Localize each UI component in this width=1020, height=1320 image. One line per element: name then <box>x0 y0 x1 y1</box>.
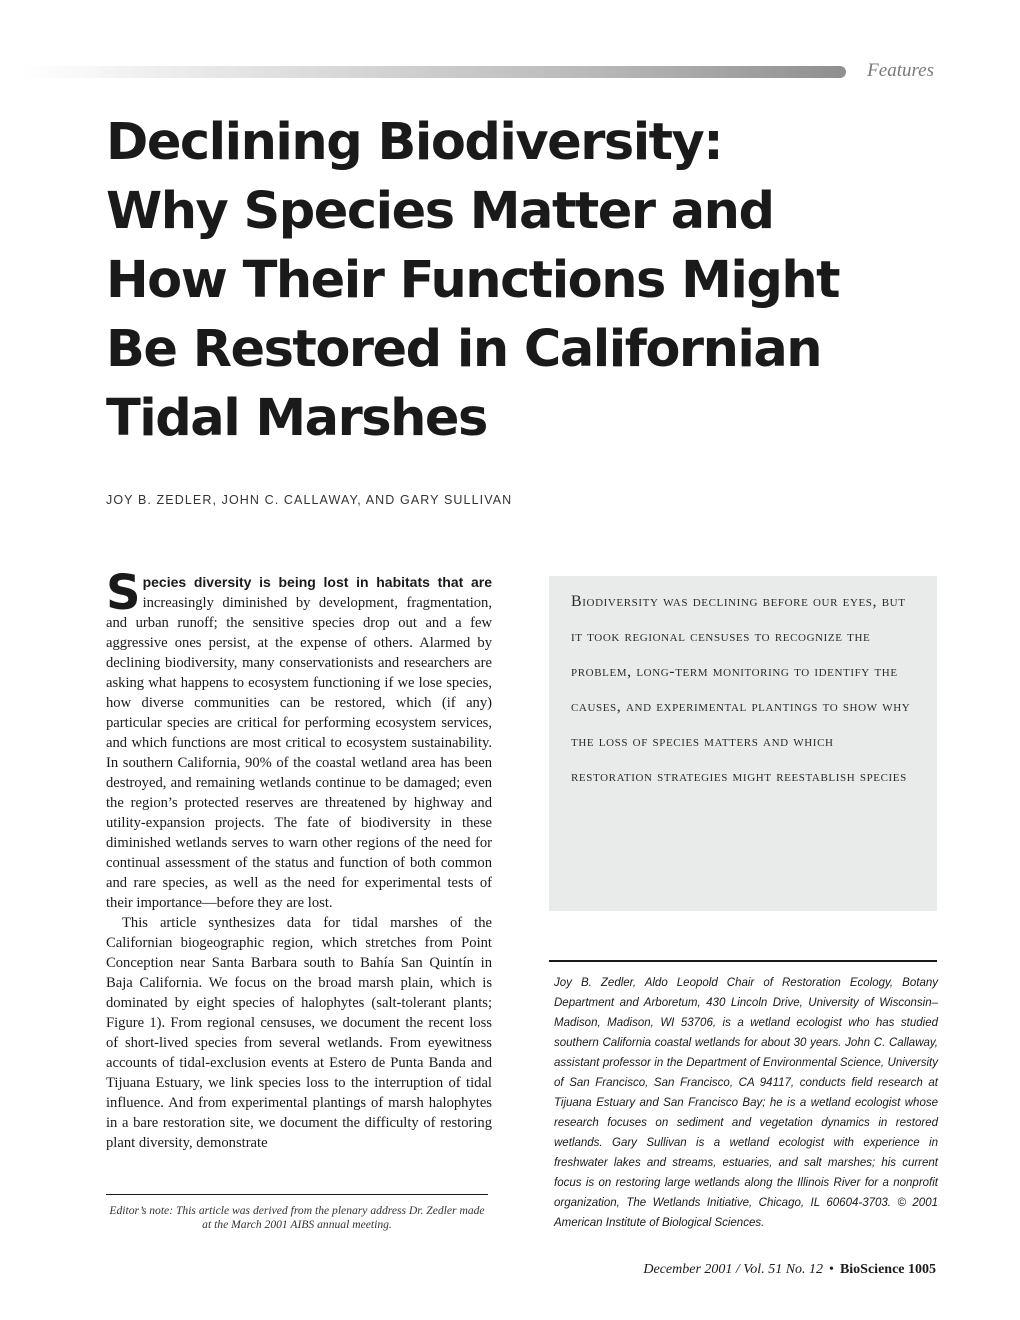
pull-quote-text: Biodiversity was declining before our eyes, but it took regional censuses to recognize the problem, long-term monitoring to identify the causes, and experimental plantings to show why the loss of species matters and which restoration strategies might reestablish species <box>571 593 911 785</box>
page-number: 1005 <box>908 1262 936 1277</box>
author-bio: Joy B. Zedler, Aldo Leopold Chair of Restoration Ecology, Botany Department and Arboretum, 430 Lincoln Drive, University of Wisconsin–Madison, Madison, WI 53706, is a wetland ecologist who has studied southern California coastal wetlands for about 30 years. John C. Callaway, assistant professor in the Department of Environmental Science, University of San Francisco, San Francisco, CA 94117, conducts field research at Tijuana Estuary and San Francisco Bay; he is a wetland ecologist whose research focuses on sediment and vegetation dynamics in restored wetlands. Gary Sullivan is a wetland ecologist with experience in freshwater lakes and streams, estuaries, and salt marshes; his current focus is on restoring large wetlands along the Illinois River for a nonprofit organization, The Wetlands Initiative, Chicago, IL 60604-3703. © 2001 American Institute of Biological Sciences. <box>554 977 938 1229</box>
drop-cap: S <box>106 565 141 621</box>
title-line: Tidal Marshes <box>106 389 487 448</box>
title-line: Declining Biodiversity: <box>106 113 723 172</box>
bio-rule <box>549 960 937 962</box>
title-line: Be Restored in Californian <box>106 320 822 379</box>
editors-note: Editor’s note: This article was derived from the plenary address Dr. Zedler made at the March 2001 AIBS annual meeting. <box>109 1204 485 1231</box>
header-gradient-bar <box>20 66 846 78</box>
title-line: How Their Functions Might <box>106 251 840 310</box>
journal-name: BioScience <box>839 1262 905 1277</box>
paragraph-text: increasingly diminished by development, fragmentation, and urban runoff; the sensitive species drop out and a few aggressive ones persist, at the expense of others. Alarmed by declining biodiversity, many conservationists and researchers are asking what happens to ecosystem functioning if we lose species, how diverse communities can be restored, which (if any) particular species are critical for performing ecosystem services, and which functions are most critical to ecosystem sustainability. In southern California, 90% of the coastal wetland area has been destroyed, and remaining wetlands continue to be damaged; even the region’s protected reserves are threatened by highway and utility-expansion projects. The fate of biodiversity in these diminished wetlands serves to warn other regions of the need for continual assessment of the status and function of both common and rare species, as well as the need for experimental tests of their importance—before they are lost. <box>106 595 492 911</box>
author-byline: JOY B. ZEDLER, JOHN C. CALLAWAY, AND GARY SULLIVAN <box>106 493 513 507</box>
article-title <box>106 108 926 453</box>
body-column <box>106 565 492 1153</box>
issue-info: December 2001 / Vol. 51 No. 12 <box>643 1262 824 1277</box>
title-line: Why Species Matter and <box>106 182 774 241</box>
body-paragraph: This article synthesizes data for tidal marshes of the Californian biogeographic region, which stretches from Point Conception near Santa Barbara south to Bahía San Quintín in Baja California. We focus on the broad marsh plain, which is dominated by eight species of halophytes (salt-tolerant plants; Figure 1). From regional censuses, we document the recent loss of short-lived species from several wetlands. From eyewitness accounts of tidal-exclusion events at Estero de Punta Banda and Tijuana Estuary, we link species loss to the interruption of tidal influence. And from experimental plantings of marsh halophytes in a bare restoration site, we document the difficulty of restoring plant diversity, demonstrate <box>106 915 492 1151</box>
body-paragraph <box>106 565 492 913</box>
pull-quote-box <box>549 576 937 911</box>
section-label: Features <box>867 60 934 81</box>
lead-in: pecies diversity is being lost in habitats that are <box>142 574 492 590</box>
footer-bullet: • <box>829 1262 834 1277</box>
footnote-rule <box>106 1194 488 1195</box>
page-footer <box>643 1262 936 1278</box>
